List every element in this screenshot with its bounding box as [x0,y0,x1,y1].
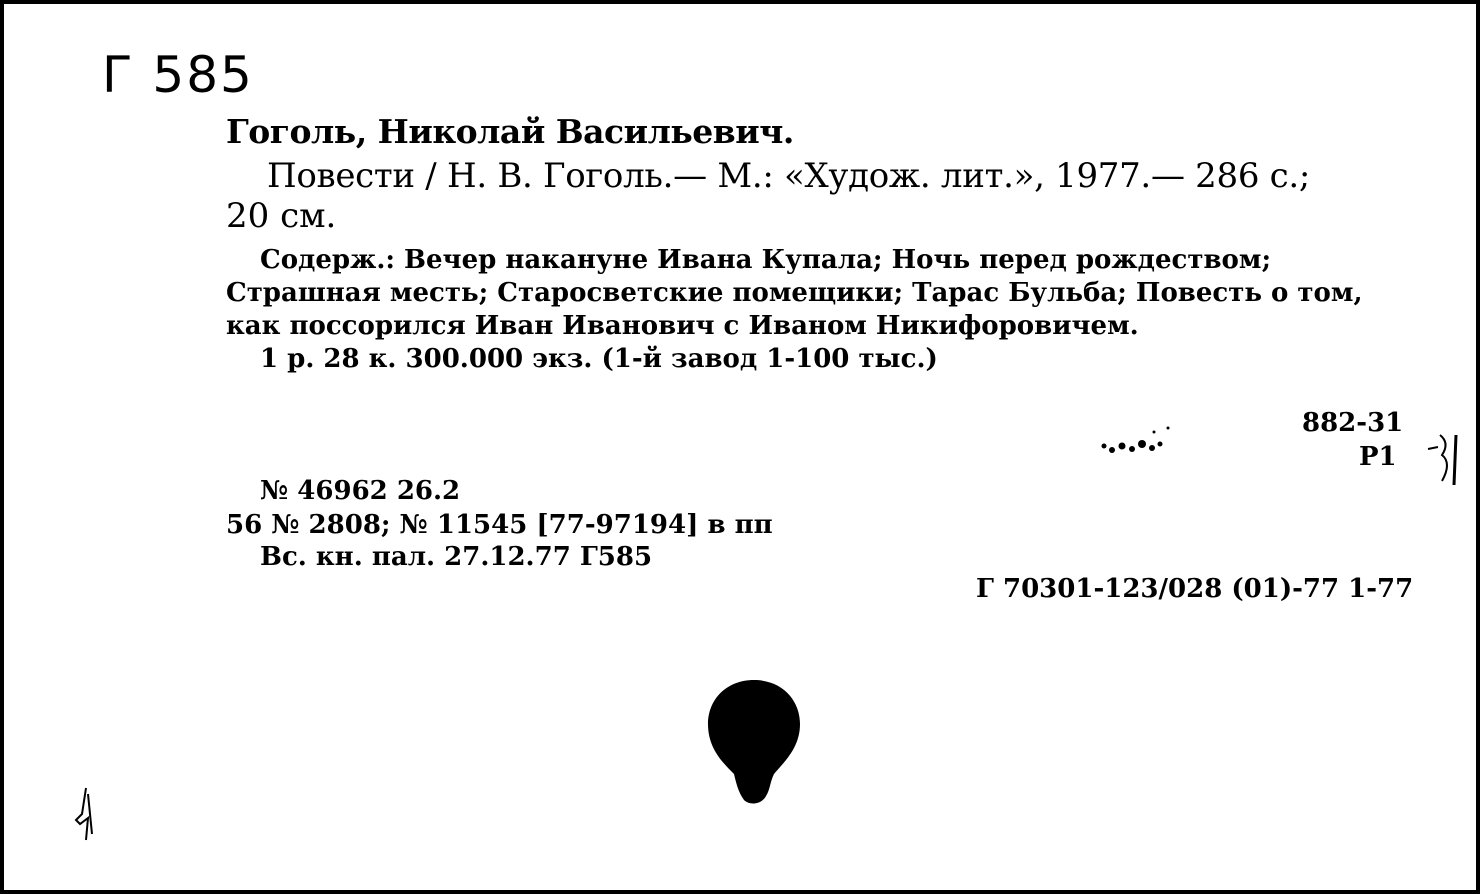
order-number: № 46962 26.2 [260,476,461,506]
contents-line-2: Страшная месть; Старосветские помещики; Тарас Бульба; Повесть о том, [226,278,1363,308]
signed-line: Вс. кн. пал. 27.12.77 Г585 [260,542,653,572]
classification-subcode: Р1 [1359,442,1397,472]
contents-note [226,244,1396,343]
contents-line-3: как поссорился Иван Иванович с Иваном Никифоровичем. [226,311,1139,341]
author-heading: Гоголь, Николай Васильевич. [226,112,794,151]
card-punch-hole [704,678,804,817]
physical-description: 20 см. [226,196,337,236]
classification-code: 882-31 [1302,408,1404,438]
call-number: Г 585 [102,46,254,104]
print-run-line: 56 № 2808; № 11545 [77-97194] в пп [226,510,773,540]
price-line: 1 р. 28 к. 300.000 экз. (1-й завод 1-100 тыс.) [260,344,938,374]
handwritten-mark-icon [72,784,102,848]
smudged-stamp [1094,424,1184,468]
pencil-mark-icon [1424,429,1464,493]
index-code: Г 70301-123/028 (01)-77 1-77 [976,574,1414,604]
title-statement: Повести / Н. В. Гоголь.— М.: «Худож. лит.», 1977.— 286 с.; [267,156,1311,196]
contents-line-1: Содерж.: Вечер накануне Ивана Купала; Ночь перед рождеством; [260,245,1272,275]
